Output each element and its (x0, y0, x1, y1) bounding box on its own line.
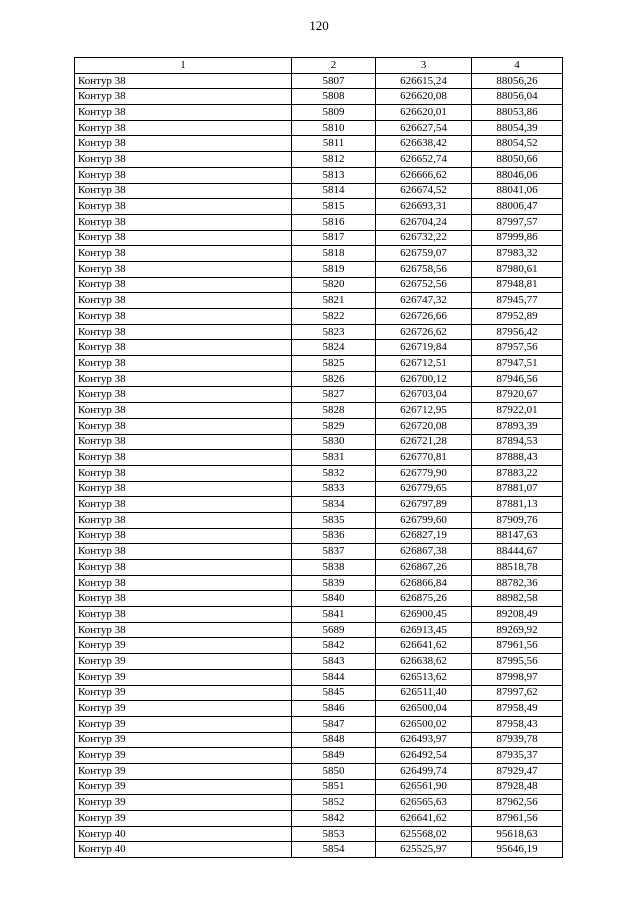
point-number-cell: 5853 (292, 826, 376, 842)
x-coordinate-cell: 626866,84 (376, 575, 472, 591)
point-number-cell: 5823 (292, 324, 376, 340)
contour-name-cell: Контур 38 (75, 544, 292, 560)
point-number-cell: 5810 (292, 120, 376, 136)
point-number-cell: 5845 (292, 685, 376, 701)
y-coordinate-cell: 88054,39 (472, 120, 563, 136)
coordinates-table (74, 57, 563, 858)
point-number-cell: 5817 (292, 230, 376, 246)
contour-name-cell: Контур 38 (75, 465, 292, 481)
x-coordinate-cell: 626726,62 (376, 324, 472, 340)
y-coordinate-cell: 87980,61 (472, 261, 563, 277)
point-number-cell: 5811 (292, 136, 376, 152)
x-coordinate-cell: 626758,56 (376, 261, 472, 277)
x-coordinate-cell: 626726,66 (376, 309, 472, 325)
table-row (75, 560, 563, 576)
y-coordinate-cell: 87935,37 (472, 748, 563, 764)
y-coordinate-cell: 87997,57 (472, 214, 563, 230)
contour-name-cell: Контур 38 (75, 89, 292, 105)
x-coordinate-cell: 626752,56 (376, 277, 472, 293)
page-number: 120 (309, 18, 329, 33)
y-coordinate-cell: 87881,13 (472, 497, 563, 513)
x-coordinate-cell: 626641,62 (376, 638, 472, 654)
point-number-cell: 5848 (292, 732, 376, 748)
x-coordinate-cell: 626875,26 (376, 591, 472, 607)
x-coordinate-cell: 626799,60 (376, 512, 472, 528)
table-row (75, 701, 563, 717)
point-number-cell: 5818 (292, 246, 376, 262)
y-coordinate-cell: 88056,26 (472, 73, 563, 89)
x-coordinate-cell: 625525,97 (376, 842, 472, 858)
y-coordinate-cell: 88056,04 (472, 89, 563, 105)
table-row (75, 732, 563, 748)
y-coordinate-cell: 89208,49 (472, 607, 563, 623)
table-row (75, 403, 563, 419)
point-number-cell: 5839 (292, 575, 376, 591)
point-number-cell: 5807 (292, 73, 376, 89)
contour-name-cell: Контур 38 (75, 528, 292, 544)
x-coordinate-cell: 626493,97 (376, 732, 472, 748)
table-row (75, 105, 563, 121)
point-number-cell: 5824 (292, 340, 376, 356)
table-row (75, 277, 563, 293)
contour-name-cell: Контур 38 (75, 214, 292, 230)
header-col-3: 3 (376, 58, 472, 74)
table-row (75, 591, 563, 607)
point-number-cell: 5843 (292, 654, 376, 670)
contour-name-cell: Контур 39 (75, 763, 292, 779)
contour-name-cell: Контур 38 (75, 105, 292, 121)
x-coordinate-cell: 625568,02 (376, 826, 472, 842)
point-number-cell: 5815 (292, 199, 376, 215)
x-coordinate-cell: 626721,28 (376, 434, 472, 450)
y-coordinate-cell: 87945,77 (472, 293, 563, 309)
table-row (75, 246, 563, 262)
table-body (75, 73, 563, 857)
point-number-cell: 5836 (292, 528, 376, 544)
y-coordinate-cell: 87995,56 (472, 654, 563, 670)
y-coordinate-cell: 87888,43 (472, 450, 563, 466)
table-row (75, 842, 563, 858)
x-coordinate-cell: 626638,62 (376, 654, 472, 670)
x-coordinate-cell: 626770,81 (376, 450, 472, 466)
table-row (75, 795, 563, 811)
table-row (75, 214, 563, 230)
point-number-cell: 5809 (292, 105, 376, 121)
point-number-cell: 5838 (292, 560, 376, 576)
table-row (75, 324, 563, 340)
y-coordinate-cell: 87997,62 (472, 685, 563, 701)
contour-name-cell: Контур 39 (75, 685, 292, 701)
point-number-cell: 5689 (292, 622, 376, 638)
point-number-cell: 5816 (292, 214, 376, 230)
y-coordinate-cell: 87946,56 (472, 371, 563, 387)
header-col-4: 4 (472, 58, 563, 74)
contour-name-cell: Контур 39 (75, 654, 292, 670)
table-row (75, 418, 563, 434)
x-coordinate-cell: 626732,22 (376, 230, 472, 246)
x-coordinate-cell: 626867,38 (376, 544, 472, 560)
point-number-cell: 5834 (292, 497, 376, 513)
table-row (75, 387, 563, 403)
x-coordinate-cell: 626797,89 (376, 497, 472, 513)
table-row (75, 779, 563, 795)
table-row (75, 685, 563, 701)
x-coordinate-cell: 626499,74 (376, 763, 472, 779)
table-row (75, 73, 563, 89)
y-coordinate-cell: 87958,49 (472, 701, 563, 717)
contour-name-cell: Контур 38 (75, 340, 292, 356)
point-number-cell: 5831 (292, 450, 376, 466)
contour-name-cell: Контур 39 (75, 638, 292, 654)
y-coordinate-cell: 87961,56 (472, 638, 563, 654)
table-row (75, 356, 563, 372)
contour-name-cell: Контур 38 (75, 591, 292, 607)
table-row (75, 826, 563, 842)
y-coordinate-cell: 88147,63 (472, 528, 563, 544)
y-coordinate-cell: 87893,39 (472, 418, 563, 434)
contour-name-cell: Контур 40 (75, 826, 292, 842)
x-coordinate-cell: 626638,42 (376, 136, 472, 152)
header-col-1: 1 (75, 58, 292, 74)
y-coordinate-cell: 87881,07 (472, 481, 563, 497)
contour-name-cell: Контур 38 (75, 152, 292, 168)
y-coordinate-cell: 87920,67 (472, 387, 563, 403)
point-number-cell: 5825 (292, 356, 376, 372)
table-row (75, 120, 563, 136)
table-row (75, 89, 563, 105)
table-row (75, 654, 563, 670)
table-row (75, 293, 563, 309)
contour-name-cell: Контур 39 (75, 795, 292, 811)
y-coordinate-cell: 89269,92 (472, 622, 563, 638)
point-number-cell: 5851 (292, 779, 376, 795)
x-coordinate-cell: 626720,08 (376, 418, 472, 434)
contour-name-cell: Контур 38 (75, 560, 292, 576)
contour-name-cell: Контур 38 (75, 167, 292, 183)
y-coordinate-cell: 88054,52 (472, 136, 563, 152)
point-number-cell: 5854 (292, 842, 376, 858)
point-number-cell: 5847 (292, 716, 376, 732)
x-coordinate-cell: 626779,65 (376, 481, 472, 497)
contour-name-cell: Контур 38 (75, 575, 292, 591)
contour-name-cell: Контур 39 (75, 716, 292, 732)
table-row (75, 528, 563, 544)
point-number-cell: 5850 (292, 763, 376, 779)
x-coordinate-cell: 626511,40 (376, 685, 472, 701)
contour-name-cell: Контур 38 (75, 356, 292, 372)
x-coordinate-cell: 626615,24 (376, 73, 472, 89)
x-coordinate-cell: 626900,45 (376, 607, 472, 623)
contour-name-cell: Контур 38 (75, 136, 292, 152)
y-coordinate-cell: 88518,78 (472, 560, 563, 576)
point-number-cell: 5842 (292, 811, 376, 827)
table-row (75, 199, 563, 215)
contour-name-cell: Контур 38 (75, 261, 292, 277)
x-coordinate-cell: 626712,95 (376, 403, 472, 419)
table-row (75, 167, 563, 183)
table-row (75, 230, 563, 246)
point-number-cell: 5814 (292, 183, 376, 199)
table-row (75, 450, 563, 466)
contour-name-cell: Контур 38 (75, 450, 292, 466)
x-coordinate-cell: 626565,63 (376, 795, 472, 811)
contour-name-cell: Контур 38 (75, 607, 292, 623)
y-coordinate-cell: 87956,42 (472, 324, 563, 340)
contour-name-cell: Контур 39 (75, 732, 292, 748)
y-coordinate-cell: 87894,53 (472, 434, 563, 450)
y-coordinate-cell: 87883,22 (472, 465, 563, 481)
x-coordinate-cell: 626492,54 (376, 748, 472, 764)
contour-name-cell: Контур 40 (75, 842, 292, 858)
contour-name-cell: Контур 38 (75, 73, 292, 89)
y-coordinate-cell: 87998,97 (472, 669, 563, 685)
point-number-cell: 5844 (292, 669, 376, 685)
contour-name-cell: Контур 38 (75, 481, 292, 497)
point-number-cell: 5819 (292, 261, 376, 277)
y-coordinate-cell: 87952,89 (472, 309, 563, 325)
point-number-cell: 5829 (292, 418, 376, 434)
x-coordinate-cell: 626693,31 (376, 199, 472, 215)
contour-name-cell: Контур 38 (75, 622, 292, 638)
point-number-cell: 5852 (292, 795, 376, 811)
x-coordinate-cell: 626652,74 (376, 152, 472, 168)
contour-name-cell: Контур 38 (75, 120, 292, 136)
table-row (75, 575, 563, 591)
y-coordinate-cell: 87909,76 (472, 512, 563, 528)
point-number-cell: 5808 (292, 89, 376, 105)
x-coordinate-cell: 626779,90 (376, 465, 472, 481)
point-number-cell: 5833 (292, 481, 376, 497)
table-row (75, 748, 563, 764)
table-row (75, 622, 563, 638)
x-coordinate-cell: 626500,02 (376, 716, 472, 732)
contour-name-cell: Контур 38 (75, 324, 292, 340)
x-coordinate-cell: 626674,52 (376, 183, 472, 199)
x-coordinate-cell: 626759,07 (376, 246, 472, 262)
point-number-cell: 5821 (292, 293, 376, 309)
table-row (75, 811, 563, 827)
contour-name-cell: Контур 38 (75, 371, 292, 387)
point-number-cell: 5820 (292, 277, 376, 293)
point-number-cell: 5842 (292, 638, 376, 654)
table-row (75, 638, 563, 654)
contour-name-cell: Контур 38 (75, 309, 292, 325)
point-number-cell: 5837 (292, 544, 376, 560)
point-number-cell: 5835 (292, 512, 376, 528)
y-coordinate-cell: 88053,86 (472, 105, 563, 121)
y-coordinate-cell: 87958,43 (472, 716, 563, 732)
y-coordinate-cell: 88006,47 (472, 199, 563, 215)
table-row (75, 716, 563, 732)
contour-name-cell: Контур 38 (75, 293, 292, 309)
y-coordinate-cell: 87962,56 (472, 795, 563, 811)
point-number-cell: 5826 (292, 371, 376, 387)
y-coordinate-cell: 88982,58 (472, 591, 563, 607)
header-row (75, 58, 563, 74)
point-number-cell: 5822 (292, 309, 376, 325)
y-coordinate-cell: 87961,56 (472, 811, 563, 827)
table-row (75, 371, 563, 387)
x-coordinate-cell: 626700,12 (376, 371, 472, 387)
table-row (75, 136, 563, 152)
contour-name-cell: Контур 39 (75, 811, 292, 827)
table-header (75, 58, 563, 74)
point-number-cell: 5828 (292, 403, 376, 419)
contour-name-cell: Контур 38 (75, 246, 292, 262)
contour-name-cell: Контур 38 (75, 512, 292, 528)
table-row (75, 434, 563, 450)
x-coordinate-cell: 626827,19 (376, 528, 472, 544)
point-number-cell: 5846 (292, 701, 376, 717)
x-coordinate-cell: 626561,90 (376, 779, 472, 795)
table-row (75, 481, 563, 497)
table-row (75, 763, 563, 779)
contour-name-cell: Контур 39 (75, 701, 292, 717)
point-number-cell: 5849 (292, 748, 376, 764)
y-coordinate-cell: 87999,86 (472, 230, 563, 246)
table-row (75, 183, 563, 199)
y-coordinate-cell: 87922,01 (472, 403, 563, 419)
y-coordinate-cell: 87929,47 (472, 763, 563, 779)
contour-name-cell: Контур 39 (75, 748, 292, 764)
contour-name-cell: Контур 38 (75, 434, 292, 450)
x-coordinate-cell: 626747,32 (376, 293, 472, 309)
contour-name-cell: Контур 38 (75, 183, 292, 199)
x-coordinate-cell: 626703,04 (376, 387, 472, 403)
y-coordinate-cell: 88046,06 (472, 167, 563, 183)
y-coordinate-cell: 95646,19 (472, 842, 563, 858)
point-number-cell: 5813 (292, 167, 376, 183)
x-coordinate-cell: 626719,84 (376, 340, 472, 356)
point-number-cell: 5827 (292, 387, 376, 403)
table-row (75, 544, 563, 560)
point-number-cell: 5812 (292, 152, 376, 168)
contour-name-cell: Контур 39 (75, 669, 292, 685)
table-row (75, 607, 563, 623)
table-row (75, 497, 563, 513)
x-coordinate-cell: 626620,08 (376, 89, 472, 105)
table-row (75, 152, 563, 168)
y-coordinate-cell: 95618,63 (472, 826, 563, 842)
table-row (75, 512, 563, 528)
y-coordinate-cell: 88050,66 (472, 152, 563, 168)
x-coordinate-cell: 626913,45 (376, 622, 472, 638)
contour-name-cell: Контур 38 (75, 387, 292, 403)
table-row (75, 340, 563, 356)
x-coordinate-cell: 626641,62 (376, 811, 472, 827)
y-coordinate-cell: 87947,51 (472, 356, 563, 372)
x-coordinate-cell: 626513,62 (376, 669, 472, 685)
point-number-cell: 5830 (292, 434, 376, 450)
y-coordinate-cell: 87948,81 (472, 277, 563, 293)
point-number-cell: 5840 (292, 591, 376, 607)
contour-name-cell: Контур 38 (75, 403, 292, 419)
y-coordinate-cell: 87939,78 (472, 732, 563, 748)
y-coordinate-cell: 87983,32 (472, 246, 563, 262)
table-row (75, 309, 563, 325)
contour-name-cell: Контур 38 (75, 497, 292, 513)
x-coordinate-cell: 626712,51 (376, 356, 472, 372)
contour-name-cell: Контур 38 (75, 418, 292, 434)
y-coordinate-cell: 87957,56 (472, 340, 563, 356)
x-coordinate-cell: 626867,26 (376, 560, 472, 576)
table-row (75, 669, 563, 685)
point-number-cell: 5832 (292, 465, 376, 481)
contour-name-cell: Контур 38 (75, 199, 292, 215)
contour-name-cell: Контур 38 (75, 230, 292, 246)
y-coordinate-cell: 88041,06 (472, 183, 563, 199)
x-coordinate-cell: 626620,01 (376, 105, 472, 121)
point-number-cell: 5841 (292, 607, 376, 623)
table-row (75, 261, 563, 277)
x-coordinate-cell: 626500,04 (376, 701, 472, 717)
x-coordinate-cell: 626704,24 (376, 214, 472, 230)
x-coordinate-cell: 626666,62 (376, 167, 472, 183)
table-row (75, 465, 563, 481)
contour-name-cell: Контур 38 (75, 277, 292, 293)
y-coordinate-cell: 88444,67 (472, 544, 563, 560)
y-coordinate-cell: 87928,48 (472, 779, 563, 795)
x-coordinate-cell: 626627,54 (376, 120, 472, 136)
contour-name-cell: Контур 39 (75, 779, 292, 795)
y-coordinate-cell: 88782,36 (472, 575, 563, 591)
header-col-2: 2 (292, 58, 376, 74)
